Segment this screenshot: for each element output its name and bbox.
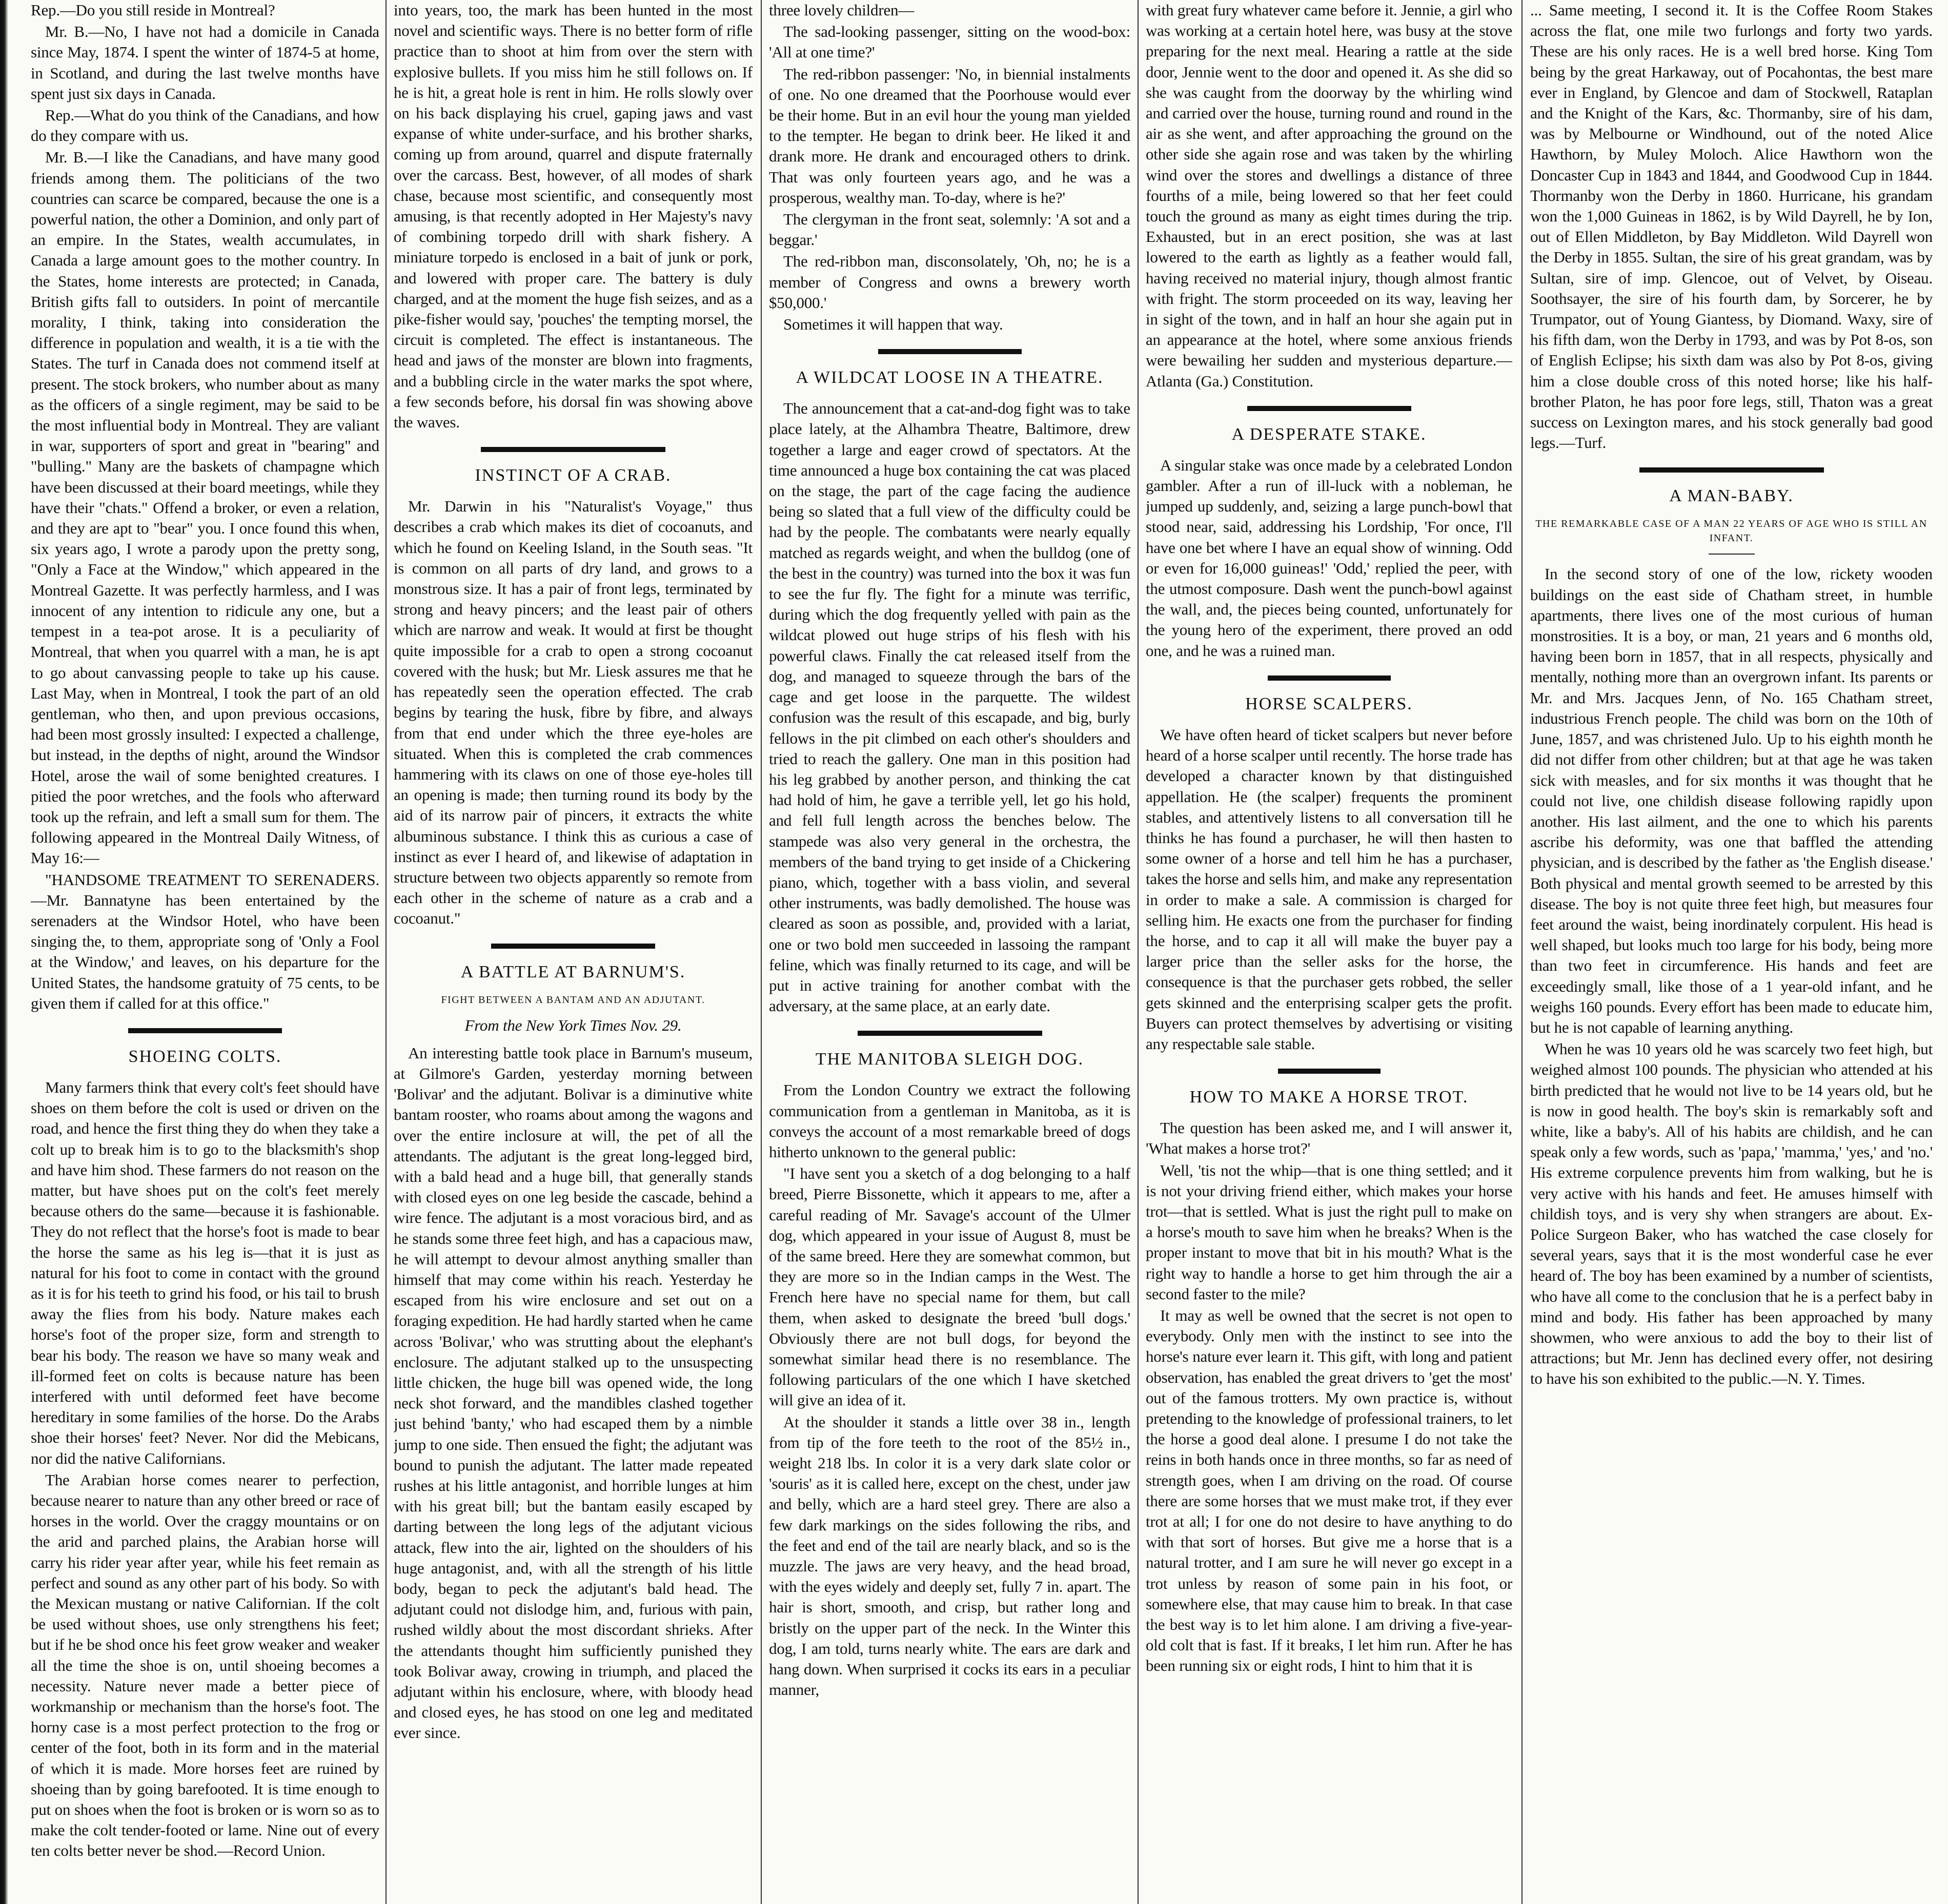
paragraph: "HANDSOME TREATMENT TO SERENADERS.—Mr. Bannatyne has been entertained by the serenaders at the Windsor Hotel, who have been singing the, to them, appropriate song of 'Only a Fool at the Window,' and leaves, on his departure for the United States, the handsome gratuity of 75 cents, to be given them if called for at this office." (31, 870, 379, 1012)
column-4 (1146, 0, 1512, 1904)
paragraph: The clergyman in the front seat, solemnly: 'A sot and a beggar.' (769, 210, 1130, 249)
paragraph: Many farmers think that every colt's feet should have shoes on them before the colt is used or driven on the road, and hence the first thing they do when they take a colt up to break him is to go to the blacksmith's shop and have him shod. These farmers do not reason on the matter, but have shoes put on the colt's feet merely because others do the same—because it is fashionable. They do not reflect that the horse's foot is made to bear the horse the same as his leg is—that it is just as natural for his foot to come in contact with the ground as it is for his teeth to grind his food, or his tail to brush away the flies from his body. Nature makes each horse's foot of the proper size, form and strength to bear his body. The reason we have so many weak and ill-formed feet on colts is because nature has been interfered with until deformed feet have become hereditary in some families of the horse. Do the Arabs shoe their horses' feet? Never. Nor did the Mebicans, nor did the native Californians. (31, 1078, 379, 1467)
dateline: From the New York Times Nov. 29. (464, 1016, 682, 1034)
column-2 (394, 0, 753, 1904)
headline-shoeing-colts: SHOEING COLTS. (128, 1047, 282, 1066)
paragraph: ... Same meeting, I second it. It is the Coffee Room Stakes across the flat, one mile two furlongs and forty two yards. These are his only races. He is a well bred horse. King Tom being by the great Harkaway, out of Pocahontas, the best mare ever in England, by Glencoe and dam of Stockwell, Rataplan and the Knight of the Kars, &c. Thormanby, sire of his dam, was by Melbourne or Windhound, out of the noted Alice Hawthorn, by Muley Moloch. Alice Hawthorn won the Doncaster Cup in 1843 and 1844, and Goodwood Cup in 1844. Thormanby won the Derby in 1860. Hurricane, his grandam won the 1,000 Guineas in 1862, is by Wild Dayrell, he by Ion, out of Ellen Middleton, by Bay Middleton. Wild Dayrell won the Derby in 1855. Sultan, the sire of his great grandam, was by Sultan, sire of imp. Glencoe, out of Velvet, by Oiseau. Soothsayer, the sire of his fourth dam, by Sorcerer, he by Trumpator, out of Young Giantess, by Diomand. Waxy, sire of his fifth dam, won the Derby in 1793, and was by Pot 8-os, son of English Eclipse; his sixth dam was also by Pot 8-os, giving him a close double cross of this noted horse; like his half-brother Platon, he has poor fore legs, still, Thaton was a great success on Lexington mares, and his stock generally bad good legs.—Turf. (1530, 1, 1933, 452)
paragraph: Well, 'tis not the whip—that is one thing settled; and it is not your driving friend either, which makes your horse trot—that is settled. What is just the right pull to make on a horse's mouth to save him when he breaks? When is the proper instant to move that bit in his mouth? What is the right way to handle a horse to get him through the air a second faster to the mile? (1146, 1161, 1512, 1303)
headline-wildcat-loose: A WILDCAT LOOSE IN A THEATRE. (796, 368, 1104, 387)
headline-make-horse-trot: HOW TO MAKE A HORSE TROT. (1189, 1088, 1469, 1107)
paragraph: into years, too, the mark has been hunted in the most novel and scientific ways. There is no better form of rifle practice than to shoot at him from over the stern with explosive bullets. If you miss him he still follows on. If he is hit, a great hole is rent in him. He rolls slowly over on his back displaying his cruel, gaping jaws and vast expanse of white under-surface, and his brother sharks, coming up from around, quarrel and dispute fraternally over the carcass. Best, however, of all modes of shark chase, because most scientific, and consequently most amusing, is that recently adopted in Her Majesty's navy of combining torpedo drill with shark fishery. A miniature torpedo is enclosed in a bait of junk or pork, and lowered with proper care. The battery is duly charged, and at the moment the huge fish seizes, and as a pike-fisher would say, 'pouches' the tempting morsel, the circuit is completed. The effect is instantaneous. The head and jaws of the monster are blown into fragments, and a bubbling circle in the water marks the spot where, a few seconds before, his dorsal fin was showing above the waves. (394, 1, 753, 432)
paragraph: Rep.—Do you still reside in Montreal? (31, 1, 275, 19)
paragraph: Sometimes it will happen that way. (783, 315, 1003, 334)
column-5 (1530, 0, 1933, 1904)
paragraph: It may as well be owned that the secret is not open to everybody. Only men with the instinct to see into the horse's nature ever learn it. This gift, with long and patient observation, has enabled the great drivers to 'get the most' out of the famous trotters. My own practice is, without pretending to the knowledge of professional trainers, to let the horse a good deal alone. I presume I do not take the reins in both hands once in three months, so far as need of strength goes, when I am driving on the road. Of course there are some horses that we must make trot, if they ever trot at all; I for one do not desire to have anything to do with that sort of horses. But give me a horse that is a natural trotter, and I am sure he will never go except in a trot unless by reason of some pain in his foot, or somewhere else, that may cause him to break. In that case the best way is to let him alone. I am driving a five-year-old colt that is fast. If it breaks, I let him run. After he has been running six or eight rods, I hint to him that it is (1146, 1306, 1512, 1675)
section-divider (878, 349, 1022, 354)
paragraph: We have often heard of ticket scalpers but never before heard of a horse scalper until recently. The horse trade has developed a character known by that distinguished appellation. He (the scalper) frequents the prominent stables, and attentively listens to all conversation till he thinks he has found a purchaser, he will then hasten to some owner of a horse and tell him he has a purchaser, takes the horse and sells him, and make any representation in order to make a sale. A commission is charged for selling him. He exacts one from the purchaser for finding the horse, and to cap it all will make the buyer pay a larger price than the seller asks for the horse, the consequence is that the purchaser gets robbed, the seller gets skinned and the enterprising scalper gets the profit. Buyers can protect themselves by advertising or visiting any respectable sale stable. (1146, 725, 1512, 1053)
section-divider (1639, 467, 1824, 473)
paragraph: In the second story of one of the low, rickety wooden buildings on the east side of Chatham street, in humble apartments, there lives one of the most curious of human monstrosities. It is a boy, or man, 21 years and 6 months old, having been born in 1857, that in all respects, physically and mentally, nothing more than an overgrown infant. Its parents or Mr. and Mrs. Jacques Jenn, of No. 165 Chatham street, industrious French people. The child was born on the 10th of June, 1857, and was christened Julo. Up to his eighth month he did not differ from other children; but at that age he was taken sick with measles, and for six months it was thought that he could not live, one childish disease following rapidly upon another. His last ailment, and the one to which his parents ascribe his deformity, was one that baffled the attending physician, and is described by the father as 'the English disease.' Both physical and mental growth seemed to be arrested by this disease. The boy is not quite three feet high, but measures four feet around the waist, being inordinately corpulent. His head is well shaped, but looks much too large for his body, being more than two feet in circumference. His hands and feet are exceedingly small, like those of a 1 year-old infant, and he weighs 160 pounds. Every effort has been made to educate him, but he is not capable of learning anything. (1530, 565, 1933, 1036)
paragraph: An interesting battle took place in Barnum's museum, at Gilmore's Garden, yesterday morning between 'Bolivar' and the adjutant. Bolivar is a diminutive white bantam rooster, who roams about among the wagons and over the entire inclosure at will, the pet of all the attendants. The adjutant is the great long-legged bird, with a bald head and a huge bill, that generally stands with closed eyes on one leg beside the cascade, behind a wire fence. The adjutant is a most voracious bird, and as he stands some three feet high, and has a capacious maw, he will attempt to devour almost anything smaller than himself that may come within his reach. Yesterday he escaped from his wire enclosure and set out on a foraging expedition. He had hardly started when he came across 'Bolivar,' who was strutting about the elephant's enclosure. The adjutant stalked up to the unsuspecting little chicken, the huge bill was opened wide, the long neck shot forward, and the mandibles clashed together just behind 'banty,' who had escaped them by a nimble jump to one side. Then ensued the fight; the adjutant was bound to punish the adjutant. The latter made repeated rushes at his little antagonist, and horrible lunges at him with his great bill; but the bantam easily escaped by darting between the long legs of the adjutant vicious attack, flew into the air, lighted on the shoulders of his huge antagonist, and, with all the strength of his little body, began to peck the adjutant's bald head. The adjutant could not dislodge him, and, furious with pain, rushed wildly about the most discordant shrieks. After the attendants thought him sufficiently punished they took Bolivar away, crowing in triumph, and placed the adjutant within his enclosure, where, with bloody head and closed eyes, he has stood on one leg and meditated ever since. (394, 1043, 753, 1742)
paragraph: When he was 10 years old he was scarcely two feet high, but weighed almost 100 pounds. The physician who attended at his birth predicted that he would not live to be 14 years old, but he is now in good health. The boy's skin is remarkably soft and white, like a baby's. All of his habits are childish, and he can speak only a few words, such as 'papa,' 'mamma,' 'yes,' and 'no.' His extreme corpulence prevents him from walking, but he is very active with his hands and feet. He amuses himself with childish toys, and is very shy when strangers are about. Ex-Police Surgeon Baker, who has watched the case closely for several years, says that it is the most wonderful case he ever heard of. The boy has been examined by a number of scientists, who have all come to the conclusion that he is a perfect baby in mind and body. His father has been approached by many showmen, who were anxious to add the boy to their list of attractions; but Mr. Jenn has declined every offer, not desiring to have his son exhibited to the public.—N. Y. Times. (1530, 1040, 1933, 1388)
paragraph: with great fury whatever came before it. Jennie, a girl who was working at a certain hotel here, was busy at the stove preparing for the next meal. Hearing a rattle at the side door, Jennie went to the door and opened it. As she did so she was caught from the doorway by the whirling wind and carried over the house, turning round and round in the air as she went, and after approaching the ground on the other side she again rose and was taken by the whirling wind over the stores and dwellings a distance of three fourths of a mile, being lowered so that her feet could touch the ground as many as eight times during the trip. Exhausted, but in an erect position, she was at last lowered to the earth as lightly as a feather would fall, having received no material injury, though almost frantic with fright. The storm proceeded on its way, leaving her in sight of the town, and in half an hour she again put in an appearance at the hotel, where some anxious friends were bewailing her sudden and mysterious departure.—Atlanta (Ga.) Constitution. (1146, 1, 1512, 390)
section-divider (858, 1031, 1042, 1036)
section-divider (491, 944, 655, 949)
paragraph: The red-ribbon man, disconsolately, 'Oh, no; he is a member of Congress and owns a brewery worth $50,000.' (769, 252, 1130, 312)
section-divider (481, 447, 665, 452)
section-divider (1278, 1069, 1381, 1074)
headline-manitoba-sleigh-dog: THE MANITOBA SLEIGH DOG. (815, 1050, 1084, 1069)
headline-battle-at-barnums: A BATTLE AT BARNUM'S. (460, 962, 686, 981)
section-divider (128, 1028, 282, 1033)
short-rule (1709, 554, 1755, 555)
paragraph: The Arabian horse comes nearer to perfection, because nearer to nature than any other breed or race of horses in the world. Over the craggy mountains or on the arid and parched plains, the Arabian horse will carry his rider year after year, while his feet remain as perfect and sound as any other part of his body. So with the Mexican mustang or native Californian. If the colt be used without shoes, use only strengthens his feet; but if he be shod once his feet grow weaker and weaker all the time the shoe is on, until shoeing becomes a necessity. Nature never made a better piece of workmanship or mechanism than the horse's foot. The horny case is a most perfect protection to the frog or center of the foot, both in its form and in the material of which it is made. More horses feet are ruined by shoeing than by going barefooted. It is time enough to put on shoes when the foot is broken or is worn so as to make the colt tender-footed or lame. Nine out of every ten colts better never be shod.—Record Union. (31, 1470, 379, 1860)
column-rule (1521, 0, 1523, 1904)
paragraph: Mr. Darwin in his "Naturalist's Voyage," thus describes a crab which makes its diet of cocoanuts, and which he found on Keeling Island, in the South seas. "It is common on all parts of dry land, and grows to a monstrous size. It has a pair of front legs, terminated by strong and heavy pincers; and the least pair of others which are narrow and weak. It would at first be thought quite impossible for a crab to open a strong cocoanut covered with the husk; but Mr. Liesk assures me that he has repeatedly seen the operation effected. The crab begins by tearing the husk, fibre by fibre, and always from that end under which the three eye-holes are situated. When this is completed the crab commences hammering with its claws on one of those eye-holes till an opening is made; then turning round its body by the aid of its narrow pair of pincers, it extracts the white albuminous substance. I think this as curious a case of instinct as ever I heard of, and likewise of adaptation in structure between two objects apparently so remote from each other in the scheme of nature as a crab and a cocoanut." (394, 497, 753, 928)
section-divider (1268, 675, 1391, 681)
headline-instinct-of-a-crab: INSTINCT OF A CRAB. (475, 466, 672, 485)
column-rule (1138, 0, 1139, 1904)
paragraph: At the shoulder it stands a little over 38 in., length from tip of the fore teeth to the root of the 85½ in., weight 218 lbs. In color it is a very dark slate color or 'souris' as it is called here, except on the chest, under jaw and belly, which are a hard steel grey. There are also a few dark markings on the sides following the ribs, and the feet and end of the tail are nearly black, and so is the muzzle. The jaws are very heavy, and the head broad, with the eyes widely and deeply set, fully 7 in. apart. The hair is short, smooth, and crisp, but rather long and bristly on the upper part of the neck. In the Winter this dog, I am told, turns nearly white. The ears are dark and hang down. When surprised it cocks its ears in a peculiar manner, (769, 1412, 1130, 1699)
page-binding-edge (0, 0, 8, 1904)
headline-man-baby: A MAN-BABY. (1669, 486, 1794, 506)
subheadline: THE REMARKABLE CASE OF A MAN 22 YEARS OF AGE WHO IS STILL AN INFANT. (1535, 518, 1927, 544)
headline-desperate-stake: A DESPERATE STAKE. (1231, 424, 1427, 444)
paragraph: The red-ribbon passenger: 'No, in biennial instalments of one. No one dreamed that the Poorhouse would ever be their home. But in an evil hour the young man yielded to the tempter. He began to drink beer. He liked it and drank more. He drank and encouraged others to drink. That was only fourteen years ago, and he was a prosperous, wealthy man. To-day, where is he?' (769, 65, 1130, 207)
section-divider (1247, 406, 1411, 411)
column-rule (761, 0, 762, 1904)
paragraph: Mr. B.—I like the Canadians, and have many good friends among them. The politicians of the two countries can scarce be compared, because the one is a powerful nation, the other a Dominion, and only part of an empire. In the States, wealth accumulates, in Canada a large amount goes to the mother country. In the States, home interests are protected; in Canada, British gifts fall to outsiders. In point of mercantile morality, I think, taking into consideration the difference in population and wealth, it is a tie with the States. The turf in Canada does not commend itself at present. The stock brokers, who number about as many as the officers of a single regiment, may be said to be the most influential body in Montreal. They are valiant in war, supporters of sport and great in "bearing" and "bulling." Many are the baskets of champagne which have been discussed at their board meetings, while they have their "chats." Offend a broker, or even a relation, and they are apt to "bear" you. I once found this when, six years ago, I wrote a parody upon the pretty song, "Only a Face at the Window," which appeared in the Montreal Gazette. It was perfectly harmless, and I was innocent of any intention to ridicule any one, but a tempest in a tea-pot arose. It is a peculiarity of Montreal, that when you quarrel with a man, he is apt to go about canvassing people to take up his cause. Last May, when in Montreal, I took the part of an old gentleman, who then, and upon previous occasions, had been most grossly insulted: I expected a challenge, but instead, in the depths of night, around the Windsor Hotel, arose the wail of some benighted creatures. I pitied the poor wretches, and the fools who afterward took up the refrain, and left a small sum for them. The following appeared in the Montreal Daily Witness, of May 16:— (31, 148, 379, 867)
subheadline: FIGHT BETWEEN A BANTAM AND AN ADJUTANT. (441, 994, 705, 1006)
paragraph: "I have sent you a sketch of a dog belonging to a half breed, Pierre Bissonette, which it appears to me, after a careful reading of Mr. Savage's account of the Ulmer dog, which appeared in your issue of August 8, must be of the same breed. Here they are somewhat common, but they are more so in the Indian camps in the West. The French here have no special name for them, but call them, when asked to designate the breed 'bull dogs.' Obviously there are not bull dogs, for beyond the somewhat similar head there is no resemblance. The following particulars of the one which I have sketched will give an idea of it. (769, 1164, 1130, 1409)
headline-horse-scalpers: HORSE SCALPERS. (1245, 694, 1413, 713)
paragraph: The question has been asked me, and I will answer it, 'What makes a horse trot?' (1146, 1119, 1512, 1158)
column-1 (31, 0, 379, 1904)
paragraph: The sad-looking passenger, sitting on the wood-box: 'All at one time?' (769, 23, 1130, 62)
column-rule (385, 0, 387, 1904)
column-3 (769, 0, 1130, 1904)
paragraph: Mr. B.—No, I have not had a domicile in Canada since May, 1874. I spent the winter of 1874-5 at home, in Scotland, and during the last twelve months have spent just six days in Canada. (31, 23, 379, 103)
paragraph: From the London Country we extract the following communication from a gentleman in Manitoba, as it is conveys the account of a most remarkable breed of dogs hitherto unknown to the general public: (769, 1081, 1130, 1161)
paragraph: A singular stake was once made by a celebrated London gambler. After a run of ill-luck with a nobleman, he jumped up suddenly, and, seizing a large punch-bowl that stood near, said, addressing his Lordship, 'For once, I'll have one bet where I have an equal show of winning. Odd or even for 16,000 guineas!' 'Odd,' replied the peer, with the utmost composure. Dash went the punch-bowl against the wall, and, the pieces being counted, unfortunately for the young hero of the experiment, there proved an odd one, and he was a ruined man. (1146, 456, 1512, 660)
paragraph: Rep.—What do you think of the Canadians, and how do they compare with us. (31, 106, 379, 145)
paragraph: The announcement that a cat-and-dog fight was to take place lately, at the Alhambra Theatre, Baltimore, drew together a large and eager crowd of spectators. At the time announced a huge box containing the cat was placed on the stage, the part of the cage facing the audience being so slated that a full view of the difficulty could be had by the people. The combatants were nearly equally matched as regards weight, and when the bulldog (one of the best in the country) was turned into the box it was fun to see the fur fly. The fight for a minute was terrific, during which the dog frequently yelled with pain as the wildcat plowed out huge strips of his flesh with his powerful claws. Finally the cat released itself from the dog, and managed to squeeze through the bars of the cage and get loose in the parquette. The wildest confusion was the result of this escapade, and big, burly fellows in the pit climbed on each other's shoulders and tried to reach the gallery. One man in this position had his leg grabbed by another person, and thinking the cat had hold of him, he gave a terrible yell, let go his hold, and fell full length across the benches below. The stampede was also very general in the orchestra, the members of the band trying to get inside of a Chickering piano, which, together with a bass violin, and several other instruments, was badly demolished. The house was cleared as soon as possible, and, provided with a lariat, one or two bold men succeeded in lassoing the rampant feline, which was finally returned to its cage, and will be put in active training for another combat with the adversary, at the same place, at an early date. (769, 399, 1130, 1015)
paragraph: three lovely children— (769, 1, 915, 19)
